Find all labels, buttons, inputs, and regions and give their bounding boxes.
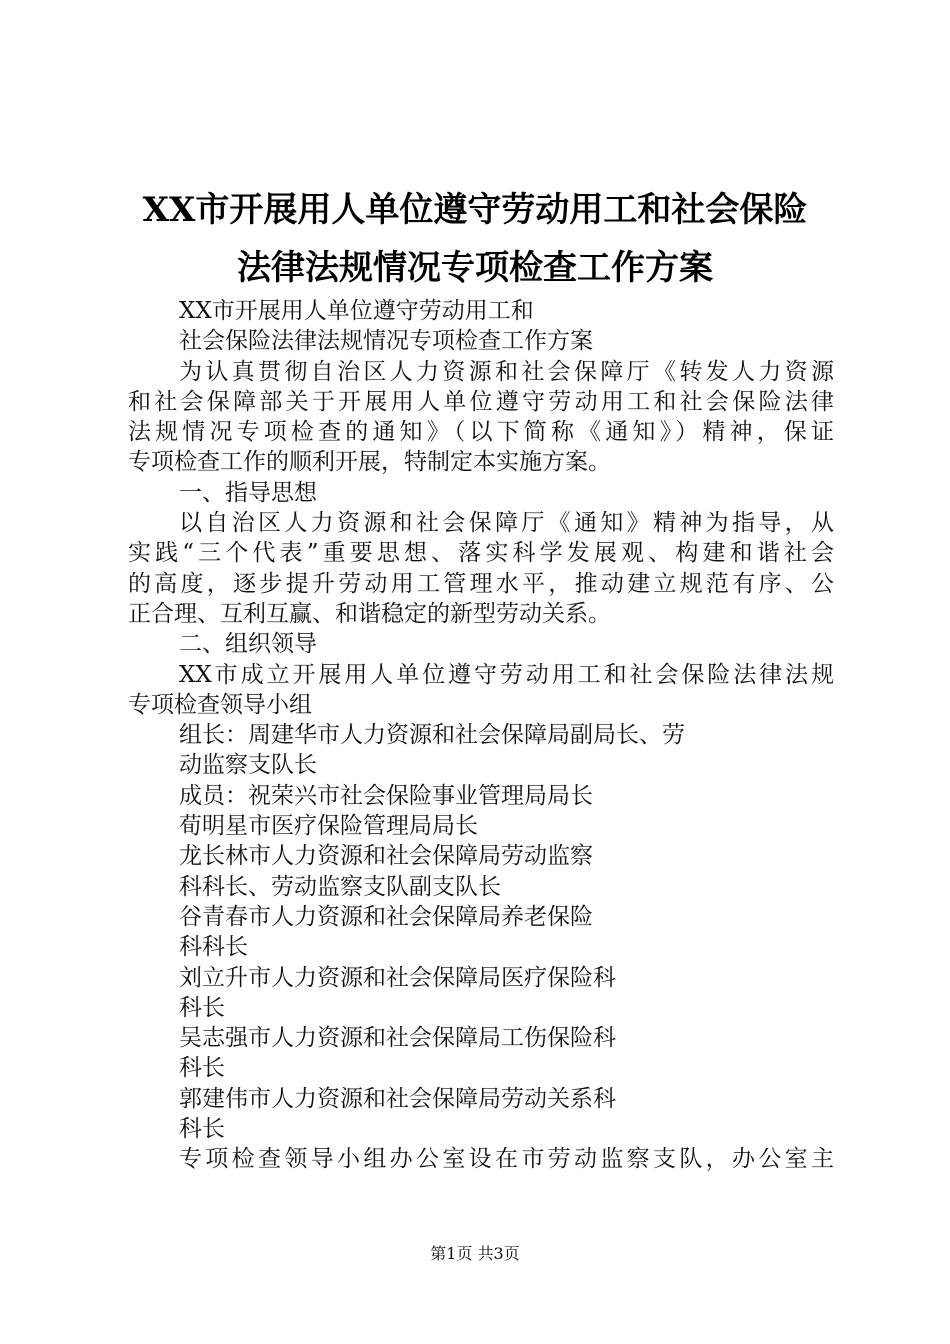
body-line: 郭建伟市人力资源和社会保障局劳动关系科 — [179, 1085, 616, 1112]
body-line: 谷青春市人力资源和社会保障局养老保险 — [179, 903, 593, 930]
document-title-line-2: 法律法规情况专项检查工作方案 — [237, 248, 713, 288]
body-line: 组长：周建华市人力资源和社会保障局副局长、劳 — [179, 722, 685, 749]
body-line: 一、指导思想 — [179, 479, 317, 506]
document-body — [128, 296, 834, 1175]
body-line: 科科长、劳动监察支队副支队长 — [179, 873, 501, 900]
body-line: 实践“三个代表”重要思想、落实科学发展观、构建和谐社会 — [128, 540, 834, 567]
body-line: 专项检查领导小组办公室设在市劳动监察支队，办公室主 — [179, 1146, 834, 1173]
body-line: 动监察支队长 — [179, 752, 317, 779]
body-line: 刘立升市人力资源和社会保障局医疗保险科 — [179, 964, 616, 991]
body-line: XX市成立开展用人单位遵守劳动用工和社会保险法律法规 — [179, 661, 834, 688]
body-line: 专项检查领导小组 — [128, 691, 312, 718]
body-line: 吴志强市人力资源和社会保障局工伤保险科 — [179, 1025, 616, 1052]
body-line: 专项检查工作的顺利开展，特制定本实施方案。 — [128, 449, 611, 476]
body-line: 科长 — [179, 1055, 225, 1082]
body-line: 龙长林市人力资源和社会保障局劳动监察 — [179, 843, 593, 870]
body-line: 科长 — [179, 1116, 225, 1143]
body-line: 科科长 — [179, 934, 248, 961]
body-line: 社会保险法律法规情况专项检查工作方案 — [179, 328, 593, 355]
body-line: 和社会保障部关于开展用人单位遵守劳动用工和社会保险法律 — [128, 388, 834, 415]
body-line: 正合理、互利互赢、和谐稳定的新型劳动关系。 — [128, 600, 611, 627]
page-footer: 第1页 共3页 — [430, 1244, 520, 1263]
body-line: 荀明星市医疗保险管理局局长 — [179, 813, 478, 840]
body-line: 法规情况专项检查的通知》（以下简称《通知》）精神，保证 — [128, 419, 834, 446]
body-line: 以自治区人力资源和社会保障厅《通知》精神为指导，从 — [179, 510, 834, 537]
body-line: 成员：祝荣兴市社会保险事业管理局局长 — [179, 782, 593, 809]
document-title-line-1: XX市开展用人单位遵守劳动用工和社会保险 — [142, 190, 808, 230]
body-line: 二、组织领导 — [179, 631, 317, 658]
body-line: 为认真贯彻自治区人力资源和社会保障厅《转发人力资源 — [179, 358, 834, 385]
body-line: 的高度，逐步提升劳动用工管理水平，推动建立规范有序、公 — [128, 570, 834, 597]
body-line: XX市开展用人单位遵守劳动用工和 — [179, 298, 534, 324]
body-line: 科长 — [179, 994, 225, 1021]
